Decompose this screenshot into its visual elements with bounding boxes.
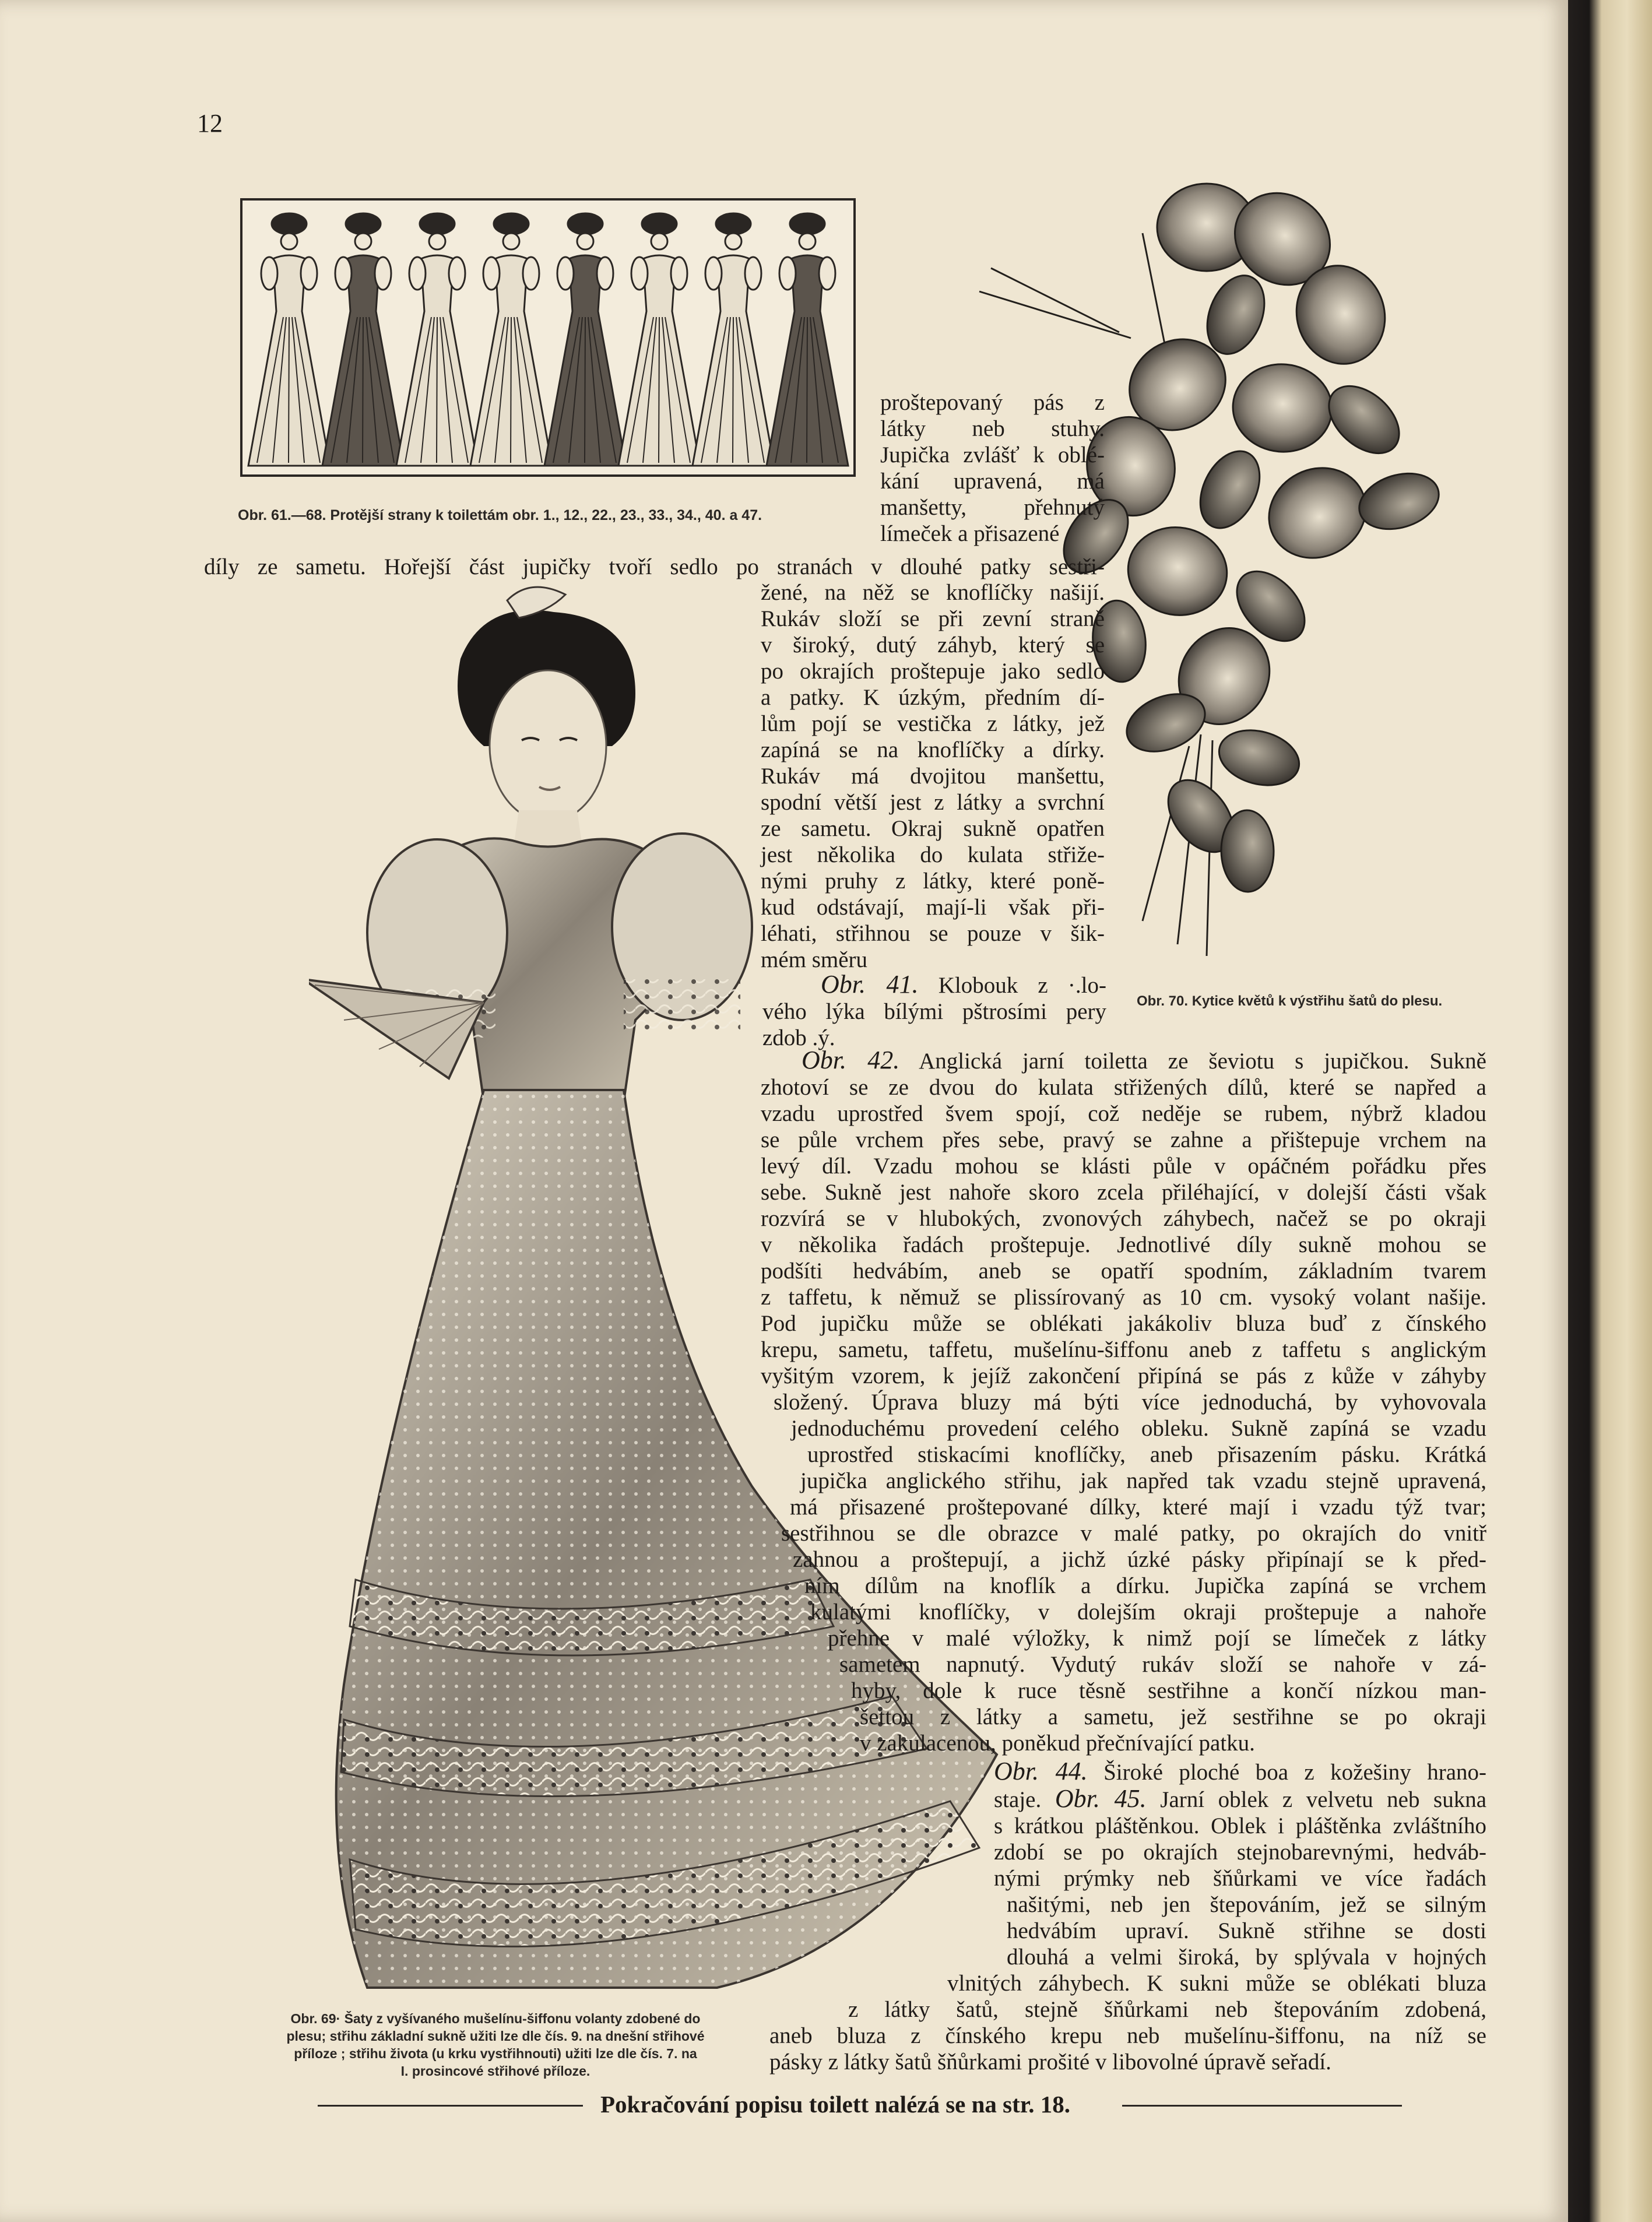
dress-caption-line: plesu; střihu základní sukně užiti lze dle čís. 9. na dnešní střihové	[286, 2028, 705, 2044]
obr44-label: Obr. 44.	[994, 1757, 1088, 1785]
text-line: aneb bluza z čínského krepu neb mušelínu-šiffonu, na níž se	[769, 2023, 1486, 2048]
flower-blossom	[1229, 360, 1335, 456]
obr41-line1: Klobouk z ·.lo-	[938, 973, 1106, 998]
footer-rule-left	[318, 2105, 583, 2107]
text-line: manšetty, přehnutý	[880, 495, 1105, 520]
text-line: vzadu uprostřed švem spojí, což neděje se rubem, nýbrž kladou	[761, 1101, 1486, 1126]
obr41-line3: zdob .ý.	[762, 1025, 835, 1050]
text-line: kud odstávají, mají-li však při-	[761, 895, 1105, 920]
text-line: podšíti hedvábím, aneb se opatří spodním, základním tvarem	[761, 1258, 1486, 1284]
obr44-line2a: staje.	[994, 1787, 1042, 1812]
text-line: žené, na něž se knoflíčky našijí.	[761, 580, 1105, 605]
fashion-figure	[693, 213, 774, 466]
text-line	[762, 971, 1106, 999]
fashion-figure	[767, 213, 848, 466]
obr42-label: Obr. 42.	[802, 1046, 900, 1074]
dress-caption-line: I. prosincové střihové příloze.	[400, 2063, 590, 2079]
text-line: v zakulacenou, poněkud přečnívající patku.	[860, 1731, 1255, 1756]
text-line: má přisazené proštepované dílky, které mají i vzadu týž tvar;	[790, 1495, 1486, 1520]
text-line: Pod jupičku může se oblékati jakákoliv bluza buď z čínského	[761, 1311, 1486, 1336]
fashion-figure	[544, 213, 626, 466]
fashion-figure	[470, 213, 552, 466]
text-line: našitými, neb jen štepováním, jež se silným	[1007, 1892, 1486, 1917]
text-line: zhotoví se ze dvou do kulata střižených dílů, které se napřed a	[761, 1075, 1486, 1100]
text-line: rozvírá se v hlubokých, zvonových záhybech, načež se po okraji	[761, 1206, 1486, 1231]
text-line: hyby, dole k ruce těsně sestřihne a končí nízkou man-	[851, 1678, 1486, 1703]
bouquet-caption: Obr. 70. Kytice květů k výstřihu šatů do plesu.	[1137, 993, 1443, 1009]
text-line: vyšitým vzorem, k jejíž zakončení připíná se pás z kůže v záhyby	[761, 1363, 1486, 1388]
text-line: kání upravená, má	[880, 469, 1105, 494]
text-line: šettou z látky a sametu, jež sestřihne se po okraji	[860, 1704, 1486, 1729]
footer-rule-right	[1122, 2105, 1402, 2107]
text-line: pásky z látky šatů šňůrkami prošité v libovolné úpravě seřadí.	[769, 2049, 1331, 2075]
text-line: sebe. Sukně jest nahoře skoro zcela přiléhající, v dolejší části však	[761, 1180, 1486, 1205]
text-line: nými pruhy z látky, které poně-	[761, 869, 1105, 894]
text-line: v široký, dutý záhyb, který se	[761, 632, 1105, 658]
text-line: z taffetu, k němuž se plissírovaný as 10 cm. vysoký volant našije.	[761, 1285, 1486, 1310]
text-block-1	[880, 389, 1105, 547]
flower-leaf	[1213, 722, 1306, 793]
text-line: spodní větší jest z látky a svrchní	[761, 790, 1105, 815]
text-line: se půle vrchem přes sebe, pravý se zahne a přištepuje vrchem na	[761, 1127, 1486, 1152]
text-line: krepu, sametu, taffetu, mušelínu-šiffonu aneb z taffetu s anglickým	[761, 1337, 1486, 1362]
text-line: jupička anglického střihu, jak napřed tak vzadu stejně upravená,	[800, 1468, 1486, 1493]
text-line: z látky šatů, stejně šňůrkami neb štepováním zdobená,	[848, 1997, 1486, 2022]
dress-caption-line: příloze ; střihu života (u krku vystřihnouti) užiti lze dle čís. 7. na	[294, 2046, 697, 2061]
fashion-figures-strip	[240, 198, 856, 477]
fashion-figure	[248, 213, 330, 466]
text-line: jest několika do kulata střiže-	[761, 842, 1105, 867]
text-line: Rukáv má dvojitou manšettu,	[761, 764, 1105, 789]
fashion-figures-illustration	[242, 201, 853, 474]
text-line: sestřihnou se dle obrazce v malé patky, po okrajích do vnitř	[781, 1521, 1486, 1546]
text-line: zdobí se po okrajích stejnobarevnými, hedváb-	[994, 1840, 1486, 1865]
text-line: s krátkou pláštěnkou. Oblek i pláštěnka zvláštního	[994, 1813, 1486, 1838]
obr41-line2: vého lýka bílými pštrosími pery	[762, 999, 1106, 1024]
flower-leaf	[1221, 810, 1274, 892]
text-line: jednoduchému provedení celého obleku. Sukně zapíná se vzadu	[791, 1416, 1486, 1441]
text-line	[994, 1785, 1486, 1813]
page-number: 12	[197, 109, 223, 138]
flower-leaf	[1352, 465, 1446, 539]
text-line: proštepovaný pás z	[880, 390, 1105, 415]
text-line: ze sametu. Okraj sukně opatřen	[761, 816, 1105, 841]
footer-continuation-note: Pokračování popisu toilett nalézá se na str. 18.	[600, 2091, 1070, 2118]
obr41-label: Obr. 41.	[821, 970, 919, 999]
strip-caption: Obr. 61.—68. Protější strany k toilettám obr. 1., 12., 22., 23., 33., 34., 40. a 47.	[238, 507, 762, 523]
text-line: Rukáv složí se při zevní straně	[761, 606, 1105, 631]
obr41-paragraph	[762, 971, 1106, 1051]
text-line-full	[204, 554, 1105, 580]
text-line	[761, 1047, 1486, 1074]
text-line: uprostřed stiskacími knoflíčky, aneb přisazením pásku. Krátká	[807, 1442, 1486, 1467]
text-line: sametem napnutý. Vydutý rukáv složí se nahoře v zá-	[839, 1652, 1486, 1677]
flower-leaf	[1189, 441, 1271, 537]
text-line: ním dílům na knoflík a dírku. Jupička zapíná se vrchem	[804, 1573, 1486, 1598]
dress-caption-line: Obr. 69· Šaty z vyšívaného mušelínu-šiffonu volanty zdobené do	[290, 2011, 701, 2026]
obr42-paragraph	[761, 1047, 1486, 1756]
text-line: léhati, střihnou se pouze v šik-	[761, 921, 1105, 946]
obr44-text: Široké ploché boa z kožešiny hrano-	[1103, 1760, 1486, 1785]
text-line: složený. Úprava bluzy má býti více jednoduchá, by vyhovovala	[774, 1390, 1486, 1415]
text-line: dlouhá a velmi široká, by splývala v hojných	[1007, 1945, 1486, 1970]
text-line: límeček a přisazené	[880, 521, 1060, 546]
text-line	[994, 1758, 1486, 1785]
text-line: přehne v malé výložky, k nimž pojí se límeček z látky	[828, 1626, 1486, 1651]
text-line: zahnou a proštepují, a jichž úzké pásky připínají se k před-	[793, 1547, 1486, 1572]
text-line: díly ze sametu. Hořejší část jupičky tvoří sedlo po stranách v dlouhé patky sestři-	[204, 554, 1105, 579]
obr42-first-line: Anglická jarní toiletta ze ševiotu s jupičkou. Sukně	[919, 1049, 1486, 1074]
text-line: zapíná se na knoflíčky a dírky.	[761, 737, 1105, 762]
text-line: a patky. K úzkým, předním dí-	[761, 685, 1105, 710]
dress-caption	[239, 2010, 752, 2080]
fashion-figure	[396, 213, 478, 466]
text-line: vlnitých záhybech. K sukni může se oblékati bluza	[947, 1971, 1486, 1996]
fashion-figure	[618, 213, 700, 466]
text-line: v několika řadách proštepuje. Jednotlivé díly sukně mohou se	[761, 1232, 1486, 1257]
text-line: po okrajích proštepuje jako sedlo	[761, 659, 1105, 684]
obr44-paragraph	[769, 1757, 1487, 2075]
text-line: mém směru	[761, 947, 868, 972]
fashion-figure	[322, 213, 404, 466]
obr45-label: Obr. 45.	[1055, 1784, 1147, 1813]
text-block-2	[761, 579, 1105, 973]
text-line: kulatými knoflíčky, v dolejším okraji proštepuje a nahoře	[810, 1599, 1486, 1625]
text-line: látky neb stuhy.	[880, 416, 1105, 441]
book-spine	[1568, 0, 1652, 2222]
obr44-line2b: Jarní oblek z velvetu neb sukna	[1160, 1787, 1487, 1812]
text-line: Jupička zvlášť k oblé-	[880, 442, 1105, 467]
text-line: nými prýmky neb šňůrkami ve více řadách	[994, 1866, 1486, 1891]
flower-blossom	[1121, 519, 1233, 623]
text-line: levý díl. Vzadu mohou se klásti půle v opáčném pořádku přes	[761, 1154, 1486, 1179]
text-line: hedvábím upraví. Sukně střihne se dosti	[1007, 1918, 1486, 1943]
text-line: lům pojí se vestička z látky, jež	[761, 711, 1105, 736]
